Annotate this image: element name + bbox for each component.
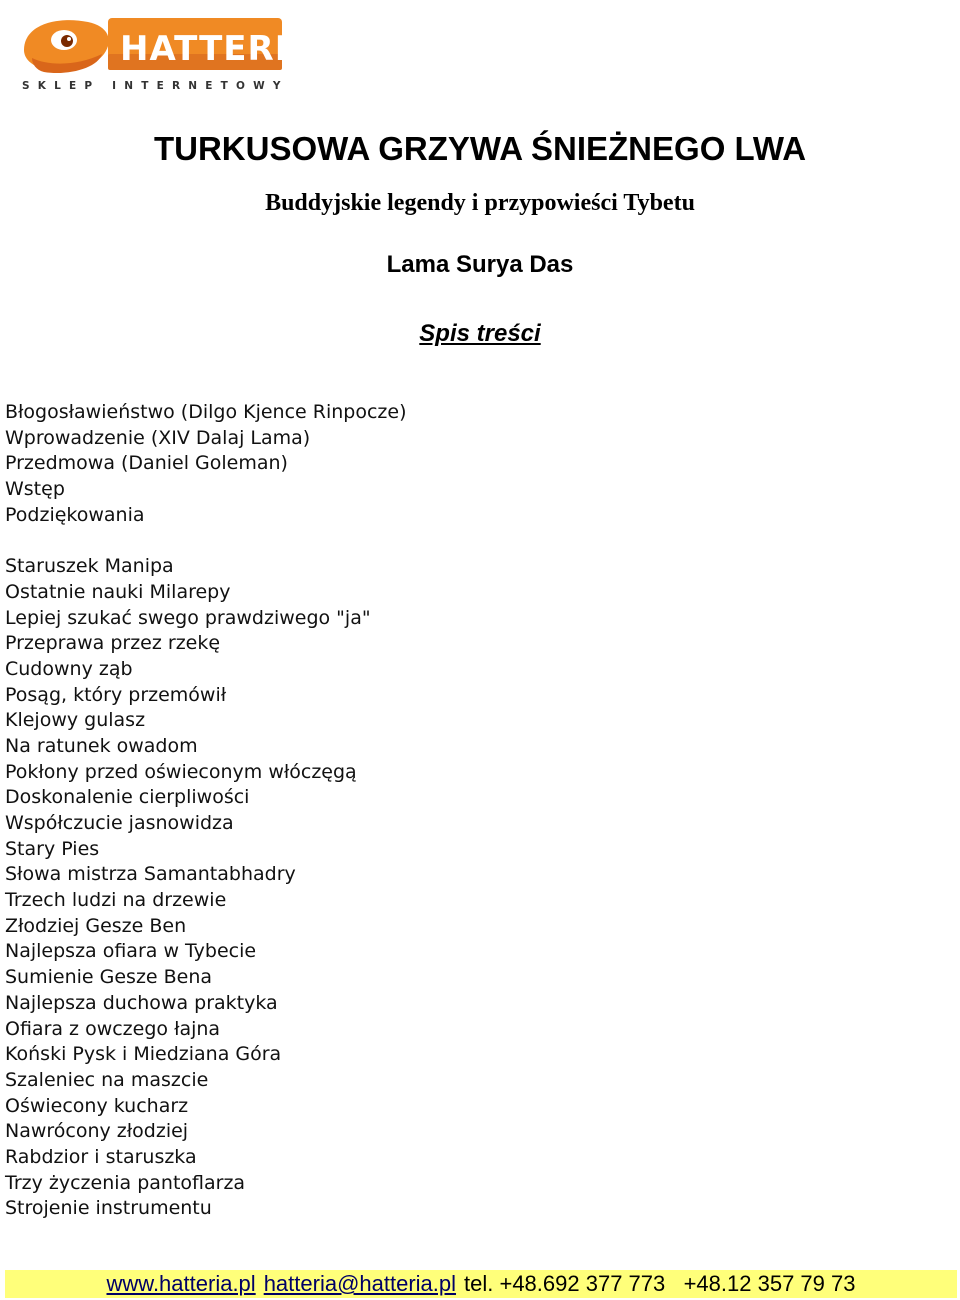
logo-wordmark: HATTERIA <box>120 29 316 69</box>
toc-item: Ostatnie nauki Milarepy <box>5 580 231 603</box>
toc-item: Szaleniec na maszcie <box>5 1068 209 1091</box>
phone-numbers: tel. +48.692 377 773 +48.12 357 79 73 <box>464 1271 856 1296</box>
email-link[interactable]: hatteria@hatteria.pl <box>263 1271 457 1296</box>
toc-item: Przeprawa przez rzekę <box>5 632 221 655</box>
toc-item: Trzech ludzi na drzewie <box>5 889 227 912</box>
toc-item: Najlepsza ofiara w Tybecie <box>5 940 257 963</box>
toc-item: Klejowy gulasz <box>5 709 146 732</box>
toc-item: Błogosławieństwo (Dilgo Kjence Rinpocze) <box>5 401 407 423</box>
toc-item: Wstęp <box>5 478 65 501</box>
toc-item: Ofiara z owczego łajna <box>5 1017 221 1040</box>
toc-item: Złodziej Gesze Ben <box>5 914 187 937</box>
toc-item: Wprowadzenie (XIV Dalaj Lama) <box>5 426 311 449</box>
toc-item: Stary Pies <box>5 837 100 860</box>
toc-item: Trzy życzenia pantoflarza <box>5 1171 246 1194</box>
logo-tagline: SKLEP INTERNETOWY <box>22 80 289 92</box>
toc-item: Pokłony przed oświeconym włóczęgą <box>5 760 357 783</box>
toc-item: Nawrócony złodziej <box>5 1120 189 1143</box>
book-title: TURKUSOWA GRZYWA ŚNIEŻNEGO LWA <box>153 130 807 167</box>
toc-item: Współczucie jasnowidza <box>5 812 234 834</box>
toc-item: Rabdzior i staruszka <box>5 1145 197 1168</box>
toc-heading: Spis treści <box>419 320 541 347</box>
toc-item: Koński Pysk i Miedziana Góra <box>5 1043 282 1066</box>
book-author: Lama Surya Das <box>386 251 574 278</box>
hatteria-logo[interactable] <box>18 14 316 98</box>
toc-item: Lepiej szukać swego prawdziwego "ja" <box>5 606 371 629</box>
toc-item: Sumienie Gesze Bena <box>5 966 213 989</box>
toc-item: Cudowny ząb <box>5 657 133 680</box>
toc-item: Podziękowania <box>5 503 145 526</box>
contact-footer <box>5 1270 957 1298</box>
toc-item: Przedmowa (Daniel Goleman) <box>5 452 288 475</box>
table-of-contents <box>5 400 407 1222</box>
website-link[interactable]: www.hatteria.pl <box>106 1271 256 1296</box>
toc-item: Posąg, który przemówił <box>5 683 227 706</box>
toc-item: Oświecony kucharz <box>5 1094 189 1117</box>
toc-item: Staruszek Manipa <box>5 555 174 578</box>
toc-item: Na ratunek owadom <box>5 734 198 757</box>
toc-item: Najlepsza duchowa praktyka <box>5 991 278 1014</box>
toc-item: Słowa mistrza Samantabhadry <box>5 863 296 886</box>
book-subtitle: Buddyjskie legendy i przypowieści Tybetu <box>265 190 695 216</box>
toc-item: Doskonalenie cierpliwości <box>5 786 250 809</box>
toc-item: Strojenie instrumentu <box>5 1197 212 1220</box>
